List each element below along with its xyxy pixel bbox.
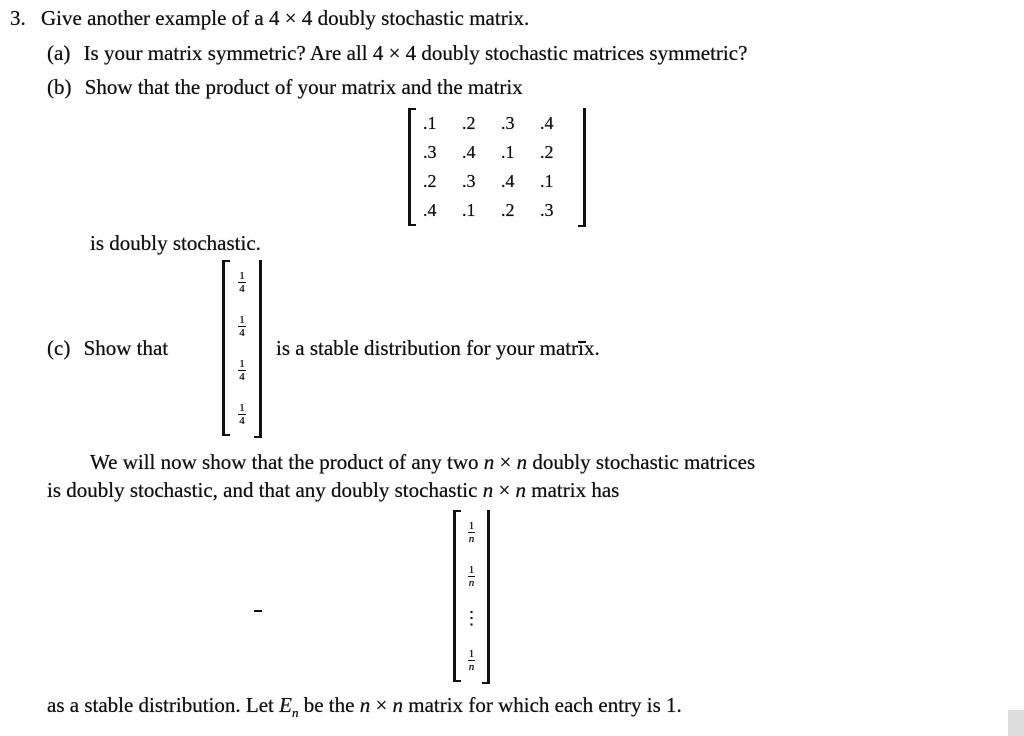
matrix-cell: .1 — [501, 142, 515, 162]
times: × — [370, 693, 393, 717]
fraction — [238, 402, 246, 427]
part-c-lead — [47, 336, 168, 360]
matrix-cell: .2 — [501, 200, 515, 220]
part-b-text: Show that the product of your matrix and the matrix — [84, 75, 523, 99]
var-n: n — [359, 693, 371, 717]
text: be the — [298, 693, 360, 717]
part-a-text: Is your matrix symmetric? Are all 4 × 4 doubly stochastic matrices symmetric? — [83, 41, 748, 65]
quarter-vector — [222, 260, 262, 436]
matrix-cell: .3 — [423, 142, 437, 162]
denominator: n — [468, 532, 475, 545]
numerator: 1 — [468, 647, 475, 660]
denominator: 4 — [239, 282, 245, 295]
var-n: n — [515, 478, 527, 502]
matrix-cell: .1 — [462, 200, 476, 220]
var-n: n — [516, 450, 528, 474]
part-a — [47, 41, 747, 65]
numerator: 1 — [468, 563, 475, 576]
matrix-cell: .1 — [540, 171, 554, 191]
subscript-n: n — [291, 705, 299, 721]
part-b — [47, 75, 523, 99]
text: matrix has — [526, 478, 620, 502]
var-E: E — [279, 693, 292, 717]
fraction — [238, 270, 246, 295]
text: doubly stochastic matrices — [527, 450, 756, 474]
numerator: 1 — [239, 269, 245, 282]
denominator: n — [468, 660, 475, 673]
scrollbar[interactable] — [1008, 710, 1024, 736]
matrix-cell: .2 — [540, 142, 554, 162]
text: is doubly stochastic, and that any doubly stochastic — [47, 478, 483, 502]
matrix-cell: .2 — [423, 171, 437, 191]
numerator: 1 — [239, 401, 245, 414]
problem-heading — [10, 6, 529, 30]
text: as a stable distribution. Let — [47, 693, 280, 717]
numerator: 1 — [239, 313, 245, 326]
paragraph-line-2 — [47, 478, 619, 502]
fraction — [468, 648, 476, 673]
problem-intro: Give another example of a 4 × 4 doubly stochastic matrix. — [41, 6, 530, 30]
numerator: 1 — [468, 519, 475, 532]
matrix-cell: .4 — [462, 142, 476, 162]
matrix-cell: .3 — [540, 200, 554, 220]
times: × — [493, 478, 516, 502]
matrix-cell: .4 — [540, 113, 554, 133]
var-n: n — [482, 478, 494, 502]
vertical-dots: ⋮ — [462, 607, 481, 628]
fraction — [468, 564, 476, 589]
part-c-label: (c) — [47, 336, 71, 360]
matrix-cell: .2 — [462, 113, 476, 133]
given-matrix — [408, 108, 586, 226]
part-c-after: is a stable distribution for your matrix. — [276, 336, 600, 360]
problem-number: 3. — [10, 6, 26, 30]
denominator: n — [468, 576, 475, 589]
denominator: 4 — [239, 326, 245, 339]
matrix-cell: .3 — [462, 171, 476, 191]
paragraph-line-3 — [47, 693, 682, 721]
var-n: n — [392, 693, 404, 717]
fraction — [238, 314, 246, 339]
text: matrix for which each entry is 1. — [403, 693, 682, 717]
part-a-label: (a) — [47, 41, 71, 65]
var-n: n — [483, 450, 495, 474]
paragraph-line-1 — [90, 450, 755, 474]
matrix-cell: .1 — [423, 113, 437, 133]
fraction — [468, 520, 476, 545]
fraction — [238, 358, 246, 383]
matrix-cell: .3 — [501, 113, 515, 133]
part-b-label: (b) — [47, 75, 72, 99]
matrix-cell: .4 — [423, 200, 437, 220]
part-b-conclusion: is doubly stochastic. — [90, 231, 261, 255]
part-c-before: Show that — [83, 336, 169, 360]
times: × — [494, 450, 517, 474]
matrix-cell: .4 — [501, 171, 515, 191]
text: We will now show that the product of any two — [90, 450, 484, 474]
numerator: 1 — [239, 357, 245, 370]
denominator: 4 — [239, 370, 245, 383]
denominator: 4 — [239, 414, 245, 427]
uniform-vector — [453, 510, 490, 682]
